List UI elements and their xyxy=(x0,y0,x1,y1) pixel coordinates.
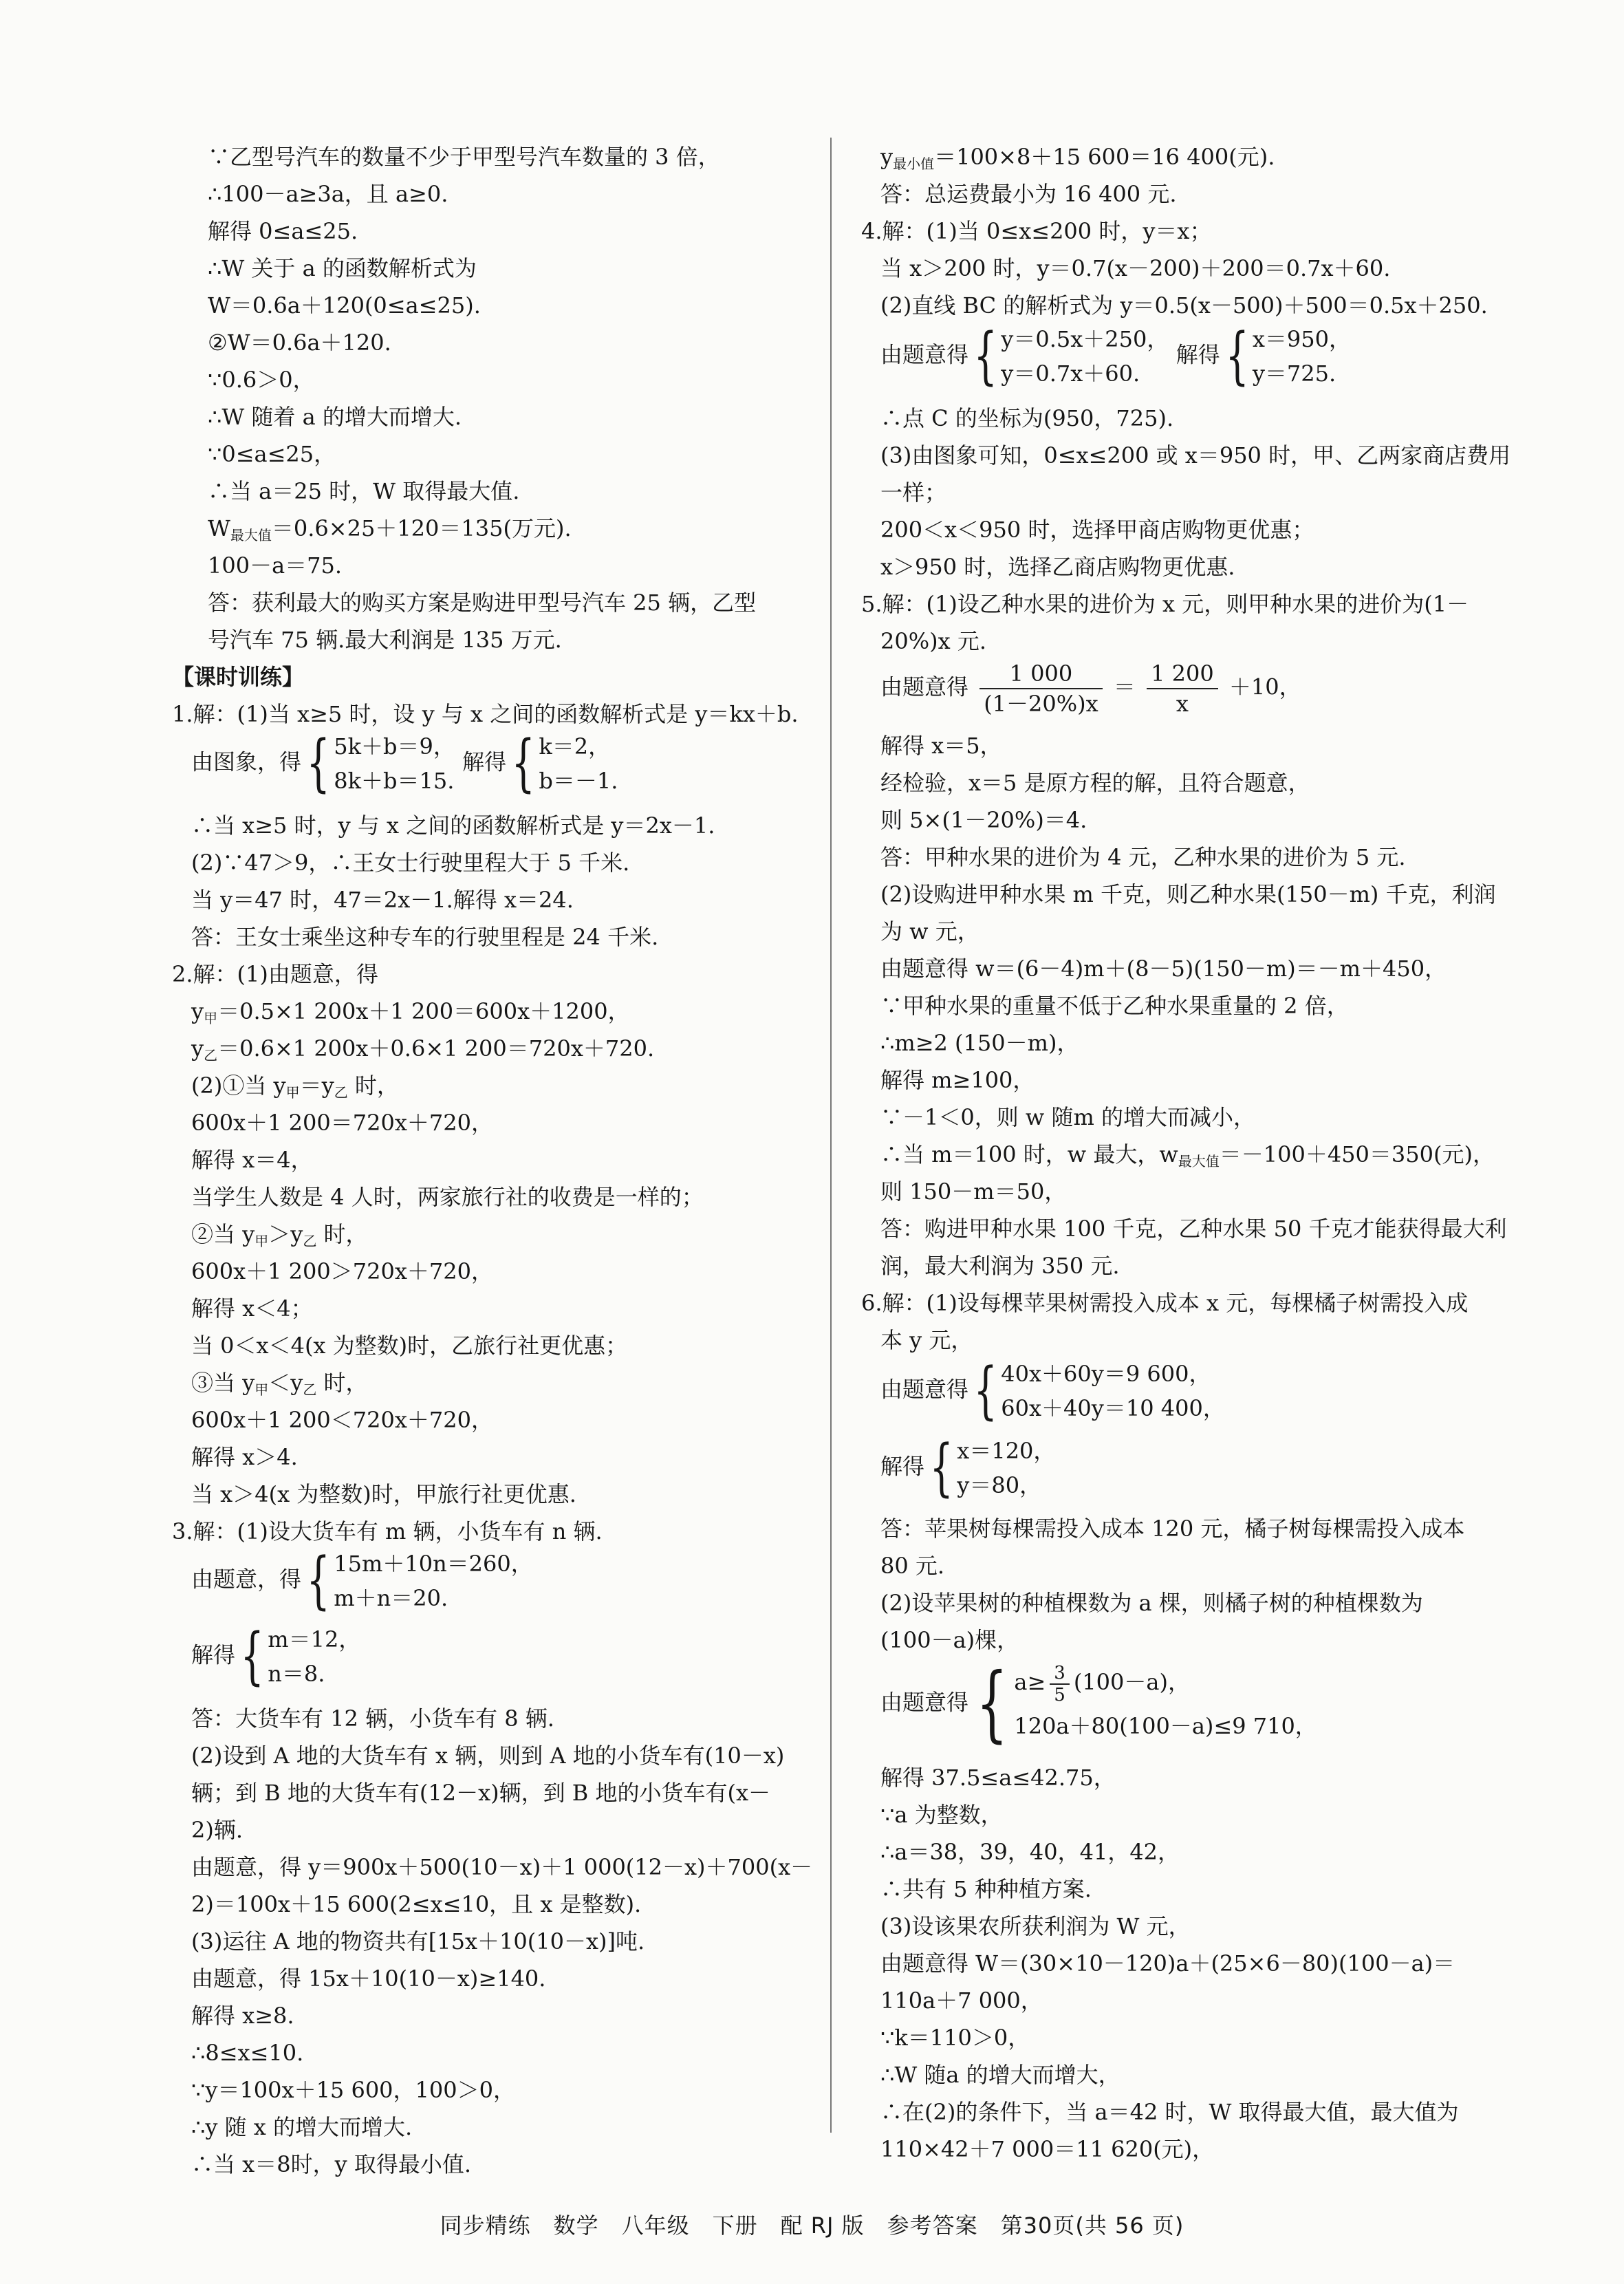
text-line: ∴当 a＝25 时，W 取得最大值. xyxy=(208,478,520,504)
text-line: ∴8≤x≤10. xyxy=(191,2040,304,2066)
text-line: ∴当 m＝100 时，w 最大，$w_{最大值}=-100+450=350$(元)， xyxy=(880,1141,1495,1170)
text-line: 110a＋7 000， xyxy=(880,1987,1043,2014)
text-line: $W_{最大值}=0.6\times 25+120=135$(万元). xyxy=(208,515,572,543)
text-line: ③当 $y_甲<y_乙$ 时， xyxy=(191,1370,368,1398)
text-line: ∴y 随 x 的增大而增大. xyxy=(191,2114,413,2140)
text-line: 解得 x＞4. xyxy=(191,1444,298,1470)
text-line: ∵0.6＞0， xyxy=(208,367,315,393)
text-line: 则 5×(1－20%)＝4. xyxy=(880,807,1087,833)
text-line: 答：苹果树每棵需投入成本 120 元，橘子树每棵需投入成本 xyxy=(880,1516,1465,1542)
text-line: (100－a)棵， xyxy=(880,1627,1019,1653)
fraction-equation: 由题意得 $\frac{1 000}{(1-20\%)x}$ ＝ $\frac{1 200}{x}$ ＋10， xyxy=(880,660,1301,717)
text-line: 解得 x＝4， xyxy=(191,1147,313,1173)
text-line: ∵a 为整数， xyxy=(880,1802,1003,1828)
text-line: ∴W 关于 a 的函数解析式为 xyxy=(208,255,477,281)
text-line: 6.解：(1)设每棵苹果树需投入成本 x 元，每棵橘子树需投入成 xyxy=(861,1290,1469,1316)
equation-system: 解得{ m＝12， n＝8. xyxy=(191,1620,361,1692)
text-line: 号汽车 75 辆.最大利润是 135 万元. xyxy=(208,627,562,653)
text-line: 为 w 元， xyxy=(880,918,979,945)
text-line: (2)①当 $y_甲=y_乙$ 时， xyxy=(191,1073,399,1101)
text-line: ∵k＝110＞0， xyxy=(880,2025,1030,2051)
text-line: (2)设购进甲种水果 m 千克，则乙种水果(150－m) 千克，利润 xyxy=(880,881,1496,907)
text-line: W＝0.6a＋120(0≤a≤25). xyxy=(208,292,481,319)
equation-system: 由题意，得{ 15m＋10n＝260， m＋n＝20. xyxy=(191,1544,533,1617)
text-line: 当 y＝47 时，47＝2x－1.解得 x＝24. xyxy=(191,887,574,913)
text-line: 2)辆. xyxy=(191,1817,243,1843)
equation-system: 由图象，得{ 5k＋b＝9， 8k＋b＝15. 解得{ k＝2， b＝－1. xyxy=(191,727,618,799)
text-line: 2.解：(1)由题意，得 xyxy=(172,961,378,987)
text-line: 解得 m≥100， xyxy=(880,1067,1035,1093)
text-line: 当学生人数是 4 人时，两家旅行社的收费是一样的； xyxy=(191,1184,704,1210)
text-line: (3)由图象可知，0≤x≤200 或 x＝950 时，甲、乙两家商店费用 xyxy=(880,442,1511,468)
text-line: 由题意，得 15x＋10(10－x)≥140. xyxy=(191,1965,546,1992)
text-line: 4.解：(1)当 0≤x≤200 时，y＝x； xyxy=(861,218,1212,244)
text-line: 20%)x 元. xyxy=(880,628,987,654)
text-line: 5.解：(1)设乙种水果的进价为 x 元，则甲种水果的进价为(1－ xyxy=(861,591,1469,617)
text-line: 100－a＝75. xyxy=(208,552,343,579)
text-line: 2)＝100x＋15 600(2≤x≤10，且 x 是整数). xyxy=(191,1891,642,1917)
text-line: ∵甲种水果的重量不低于乙种水果重量的 2 倍， xyxy=(880,993,1349,1019)
text-line: (3)运往 A 地的物资共有[15x＋10(10－x)]吨. xyxy=(191,1928,645,1954)
text-line: 答：购进甲种水果 100 千克，乙种水果 50 千克才能获得最大利 xyxy=(880,1216,1507,1242)
page-footer: 同步精练 数学 八年级 下册 配 RJ 版 参考答案 第30页(共 56 页) xyxy=(440,2212,1184,2239)
column-divider xyxy=(830,138,832,2133)
text-line: 由题意得 W＝(30×10－120)a＋(25×6－80)(100－a)＝ xyxy=(880,1950,1455,1976)
text-line: 解得 x＝5， xyxy=(880,733,1002,759)
text-line: 当 x＞200 时，y＝0.7(x－200)＋200＝0.7x＋60. xyxy=(880,255,1391,281)
text-line: ∴m≥2 (150－m)， xyxy=(880,1030,1079,1056)
text-line: 3.解：(1)设大货车有 m 辆，小货车有 n 辆. xyxy=(172,1518,603,1544)
text-line: 本 y 元， xyxy=(880,1327,973,1353)
text-line: 答：甲种水果的进价为 4 元，乙种水果的进价为 5 元. xyxy=(880,844,1406,870)
text-line: 答：获利最大的购买方案是购进甲型号汽车 25 辆，乙型 xyxy=(208,590,757,616)
text-line: ∴在(2)的条件下，当 a＝42 时，W 取得最大值，最大值为 xyxy=(880,2099,1459,2125)
text-line: (2)设苹果树的种植棵数为 a 棵，则橘子树的种植棵数为 xyxy=(880,1590,1423,1616)
equation-system: 由题意得{ y＝0.5x＋250， y＝0.7x＋60. 解得{ x＝950， y＝725. xyxy=(880,320,1351,392)
text-line: ∴100－a≥3a，且 a≥0. xyxy=(208,181,448,207)
text-line: 润，最大利润为 350 元. xyxy=(880,1253,1120,1279)
text-line: 600x＋1 200＝720x＋720， xyxy=(191,1110,493,1136)
equation-system: 由题意得{ 40x＋60y＝9 600， 60x＋40y＝10 400， xyxy=(880,1355,1225,1427)
text-line: (2)∵47＞9，∴王女士行驶里程大于 5 千米. xyxy=(191,850,630,876)
text-line: 200＜x＜950 时，选择甲商店购物更优惠； xyxy=(880,517,1314,543)
text-line: 当 0＜x＜4(x 为整数)时，乙旅行社更优惠； xyxy=(191,1333,628,1359)
text-line: 600x＋1 200＜720x＋720， xyxy=(191,1407,493,1433)
text-line: 1.解：(1)当 x≥5 时，设 y 与 x 之间的函数解析式是 y＝kx＋b. xyxy=(172,701,799,727)
equation-system: 解得{ x＝120， y＝80， xyxy=(880,1432,1056,1504)
text-line: ∴W 随着 a 的增大而增大. xyxy=(208,404,462,430)
text-line: $y_{最小值}=100\times 8+15$ 600＝16 400(元). xyxy=(880,144,1275,172)
text-line: ∵0≤a≤25， xyxy=(208,441,336,467)
text-line: 一样； xyxy=(880,480,947,506)
text-line: (2)设到 A 地的大货车有 x 辆，则到 A 地的小货车有(10－x) xyxy=(191,1743,785,1769)
text-line: 解得 x≥8. xyxy=(191,2003,294,2029)
text-line: ∴a＝38，39，40，41，42， xyxy=(880,1839,1180,1865)
text-line: (2)直线 BC 的解析式为 y＝0.5(x－500)＋500＝0.5x＋250. xyxy=(880,292,1488,319)
section-heading: 【课时训练】 xyxy=(172,664,305,690)
text-line: 答：总运费最小为 16 400 元. xyxy=(880,181,1177,207)
text-line: 600x＋1 200＞720x＋720， xyxy=(191,1258,493,1284)
text-line: 经检验，x＝5 是原方程的解，且符合题意， xyxy=(880,770,1310,796)
text-line: ②W＝0.6a＋120. xyxy=(208,330,391,356)
text-line: 由题意得 w＝(6－4)m＋(8－5)(150－m)＝－m＋450， xyxy=(880,956,1447,982)
text-line: ∵乙型号汽车的数量不少于甲型号汽车数量的 3 倍， xyxy=(208,144,720,170)
text-line: 辆；到 B 地的大货车有(12－x)辆，到 B 地的小货车有(x－ xyxy=(191,1780,770,1806)
text-line: 答：大货车有 12 辆，小货车有 8 辆. xyxy=(191,1705,554,1732)
text-line: ∴共有 5 种种植方案. xyxy=(880,1876,1092,1902)
text-line: ∴当 x＝8时，y 取得最小值. xyxy=(191,2151,472,2177)
text-line: 解得 37.5≤a≤42.75， xyxy=(880,1765,1116,1791)
text-line: $y_甲=0.5\times 1$ 200x＋1 200＝600x＋1200， xyxy=(191,998,630,1026)
text-line: 80 元. xyxy=(880,1553,945,1579)
text-line: 当 x＞4(x 为整数)时，甲旅行社更优惠. xyxy=(191,1481,576,1507)
text-line: $y_乙=0.6\times 1$ 200x＋0.6×1 200＝720x＋720. xyxy=(191,1035,655,1064)
text-line: ∴当 x≥5 时，y 与 x 之间的函数解析式是 y＝2x－1. xyxy=(191,812,715,839)
text-line: ∴W 随a 的增大而增大， xyxy=(880,2062,1120,2088)
text-line: 解得 x＜4； xyxy=(191,1295,313,1322)
text-line: (3)设该果农所获利润为 W 元， xyxy=(880,1913,1191,1939)
text-line: ∵y＝100x＋15 600，100＞0， xyxy=(191,2077,515,2103)
text-line: 则 150－m＝50， xyxy=(880,1178,1067,1205)
text-line: ∴点 C 的坐标为(950，725). xyxy=(880,405,1174,431)
text-line: ②当 $y_甲>y_乙$ 时， xyxy=(191,1221,368,1249)
text-line: ∵－1＜0，则 w 随m 的增大而减小， xyxy=(880,1104,1255,1130)
text-line: 由题意，得 y＝900x＋500(10－x)＋1 000(12－x)＋700(x－ xyxy=(191,1854,813,1880)
text-line: 110×42＋7 000＝11 620(元)， xyxy=(880,2136,1215,2162)
inequality-system: 由题意得{ a≥ $\frac{3}{5}$ (100－a)， 120a＋80(100－a)≤9 710， xyxy=(880,1656,1317,1752)
text-line: 答：王女士乘坐这种专车的行驶里程是 24 千米. xyxy=(191,924,659,950)
text-line: x＞950 时，选择乙商店购物更优惠. xyxy=(880,554,1235,580)
text-line: 解得 0≤a≤25. xyxy=(208,218,358,244)
